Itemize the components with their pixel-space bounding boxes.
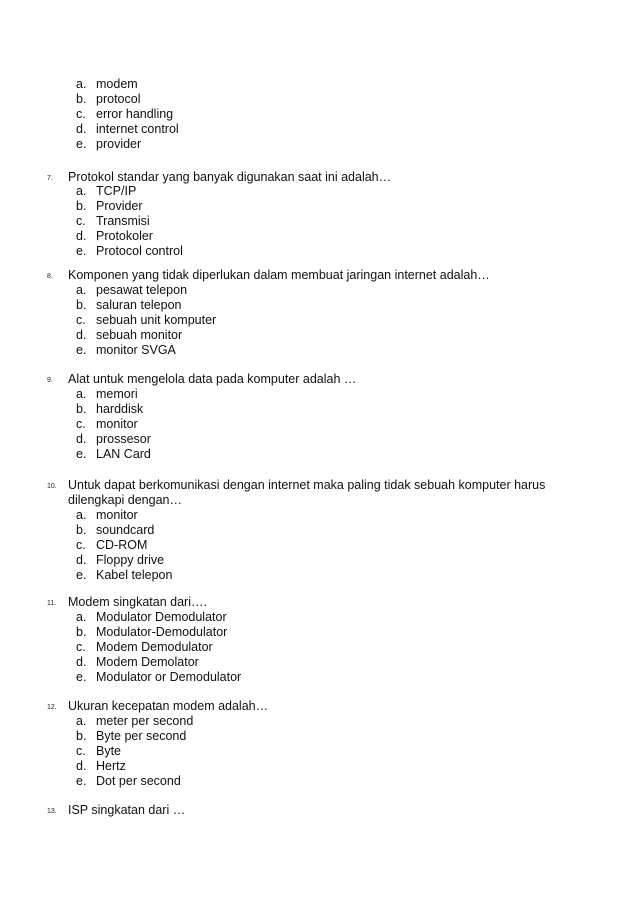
option-letter: e. [76,343,87,357]
option-letter: c. [76,313,86,327]
option-letter: d. [76,229,87,243]
option-letter: d. [76,122,87,136]
option-text: internet control [96,122,179,136]
option-text: Modem Demodulator [96,640,213,654]
option-text: provider [96,137,142,151]
option-text: Byte per second [96,729,187,743]
question-text: ISP singkatan dari … [68,803,186,817]
option-letter: c. [76,214,86,228]
option-letter: e. [76,670,87,684]
option-letter: a. [76,387,87,401]
option-text: LAN Card [96,447,151,461]
option-text: Protokoler [96,229,153,243]
option-letter: e. [76,568,87,582]
option-text: sebuah monitor [96,328,183,342]
option-text: Floppy drive [96,553,165,567]
option-text: pesawat telepon [96,283,188,297]
option-text: harddisk [96,402,144,416]
option-text: soundcard [96,523,155,537]
option-letter: d. [76,759,87,773]
option-text: sebuah unit komputer [96,313,217,327]
option-letter: a. [76,184,87,198]
option-letter: c. [76,417,86,431]
option-letter: b. [76,402,87,416]
option-text: CD-ROM [96,538,148,552]
option-letter: b. [76,298,87,312]
question-number: 13. [47,808,57,815]
question-number: 7. [47,175,53,182]
question-text: Modem singkatan dari…. [68,595,207,609]
option-text: Dot per second [96,774,181,788]
option-letter: e. [76,137,87,151]
option-letter: a. [76,508,87,522]
question-number: 10. [47,483,57,490]
option-text: prossesor [96,432,151,446]
option-text: Transmisi [96,214,150,228]
option-text: Kabel telepon [96,568,173,582]
option-text: saluran telepon [96,298,182,312]
question-text: Untuk dapat berkomunikasi dengan internet maka paling tidak sebuah komputer harus dilengkapi dengan… [68,478,546,507]
option-letter: a. [76,77,87,91]
option-letter: e. [76,774,87,788]
option-text: memori [96,387,138,401]
question-number: 8. [47,273,53,280]
option-text: monitor [96,508,138,522]
option-letter: a. [76,283,87,297]
option-text: Protocol control [96,244,183,258]
option-letter: e. [76,447,87,461]
option-text: modem [96,77,138,91]
question-text: Alat untuk mengelola data pada komputer adalah … [68,372,357,386]
option-letter: b. [76,199,87,213]
option-text: TCP/IP [96,184,137,198]
option-letter: d. [76,655,87,669]
option-text: error handling [96,107,174,121]
option-text: monitor SVGA [96,343,176,357]
option-text: Provider [96,199,143,213]
option-letter: d. [76,553,87,567]
question-number: 9. [47,377,53,384]
question-text: Komponen yang tidak diperlukan dalam membuat jaringan internet adalah… [68,268,490,282]
option-letter: a. [76,714,87,728]
option-text: Modem Demolator [96,655,199,669]
option-text: Modulator-Demodulator [96,625,228,639]
option-letter: d. [76,328,87,342]
option-letter: a. [76,610,87,624]
option-text: Byte [96,744,122,758]
option-letter: b. [76,523,87,537]
option-letter: e. [76,244,87,258]
question-number: 11. [47,600,57,607]
option-letter: b. [76,625,87,639]
question-number: 12. [47,704,57,711]
option-text: Modulator or Demodulator [96,670,242,684]
option-text: meter per second [96,714,194,728]
option-letter: b. [76,92,87,106]
option-letter: c. [76,538,86,552]
option-letter: d. [76,432,87,446]
option-text: Modulator Demodulator [96,610,227,624]
option-text: monitor [96,417,138,431]
option-letter: c. [76,744,86,758]
option-letter: c. [76,107,86,121]
option-text: protocol [96,92,141,106]
question-text: Protokol standar yang banyak digunakan saat ini adalah… [68,170,392,184]
option-letter: b. [76,729,87,743]
option-text: Hertz [96,759,126,773]
option-letter: c. [76,640,86,654]
question-text: Ukuran kecepatan modem adalah… [68,699,269,713]
